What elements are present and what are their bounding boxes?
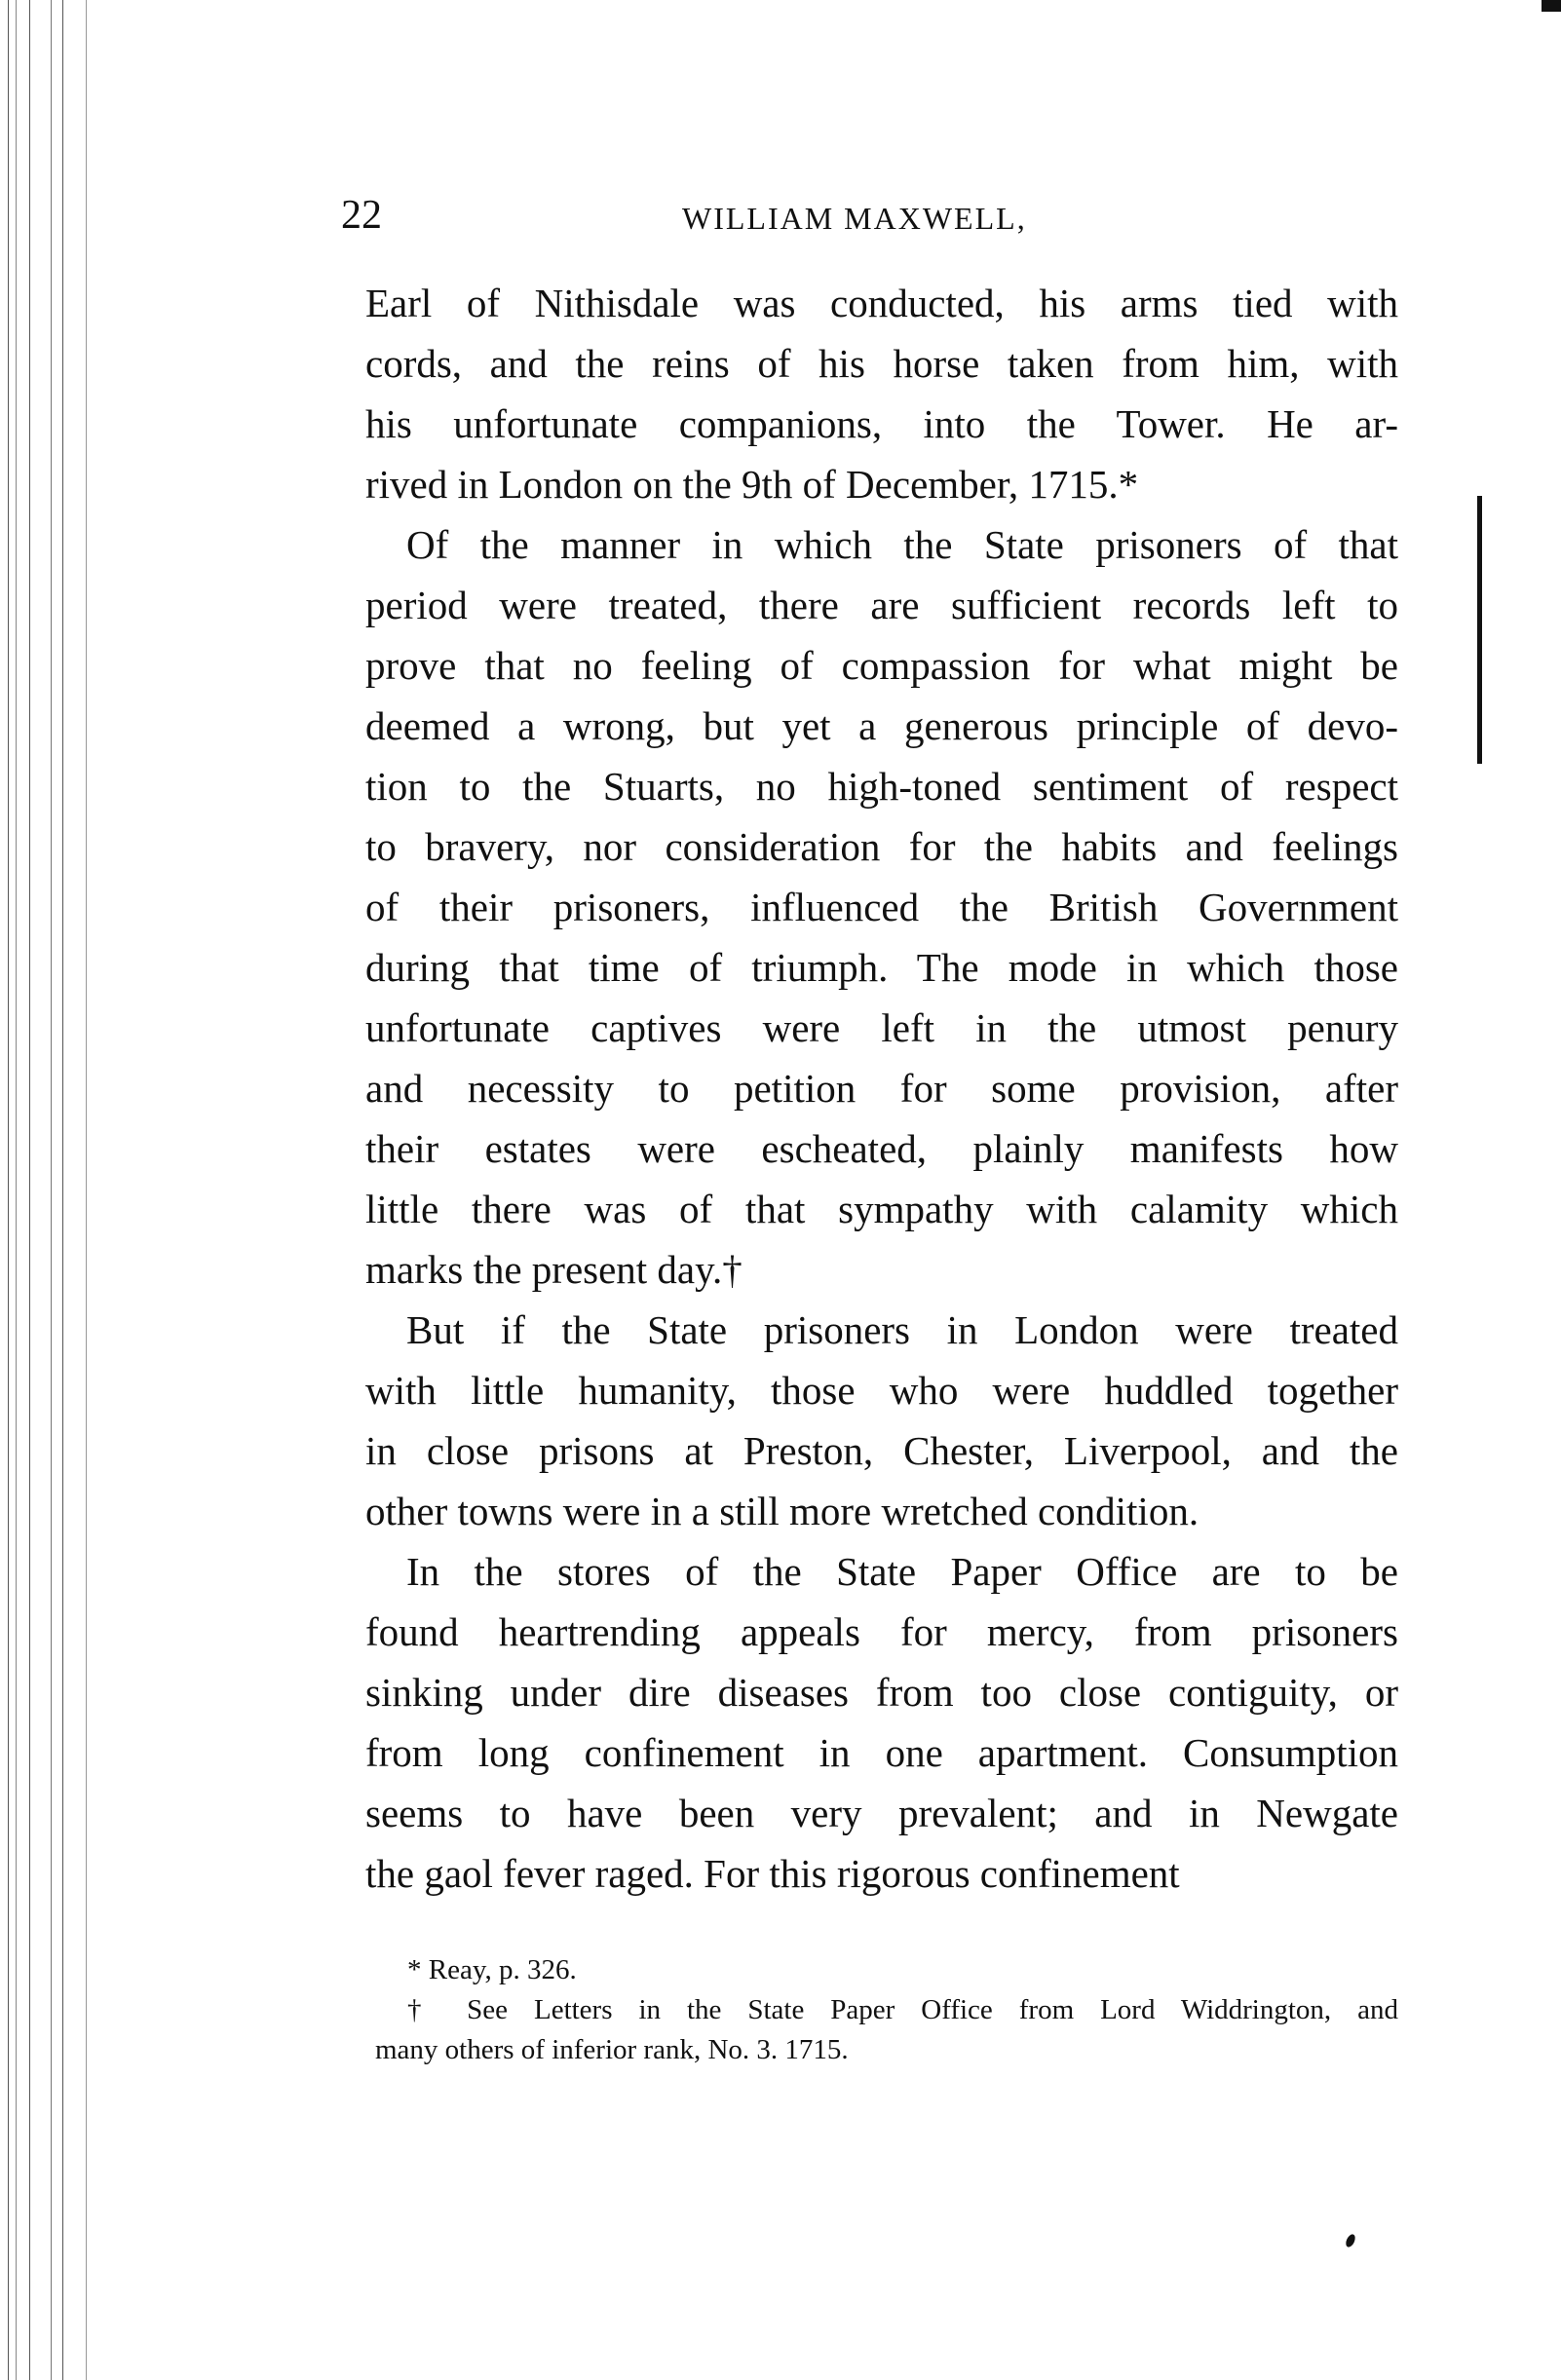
text-line: sinking under dire diseases from too close contiguity, or (365, 1670, 1398, 1715)
text-line: marks the present day.† (365, 1247, 742, 1292)
footnote-line: † See Letters in the State Paper Office from Lord Widdrington, and (407, 1994, 1398, 2025)
text-line: seems to have been very prevalent; and in Newgate (365, 1791, 1398, 1835)
footnote-line: many others of inferior rank, No. 3. 1715. (375, 2034, 849, 2065)
text-line: their estates were escheated, plainly manifests how (365, 1126, 1398, 1171)
text-line: from long confinement in one apartment. Consumption (365, 1730, 1398, 1775)
text-line: other towns were in a still more wretched condition. (365, 1489, 1199, 1533)
binding-line (86, 0, 87, 2380)
text-line: cords, and the reins of his horse taken from him, with (365, 341, 1398, 386)
binding-line (8, 0, 9, 2380)
paragraph (365, 1541, 1398, 1904)
running-head: WILLIAM MAXWELL, (682, 201, 1027, 236)
binding-line (16, 0, 17, 2380)
binding-line (29, 0, 30, 2380)
text-line: But if the State prisoners in London were treated (406, 1307, 1398, 1352)
text-line: unfortunate captives were left in the utmost penury (365, 1005, 1398, 1050)
text-line: found heartrending appeals for mercy, from prisoners (365, 1609, 1398, 1654)
ink-spot (1344, 2233, 1356, 2248)
body-text (365, 273, 1398, 1904)
text-line: during that time of triumph. The mode in which those (365, 945, 1398, 990)
scan-corner-mark (1542, 0, 1561, 12)
text-line: in close prisons at Preston, Chester, Liverpool, and the (365, 1428, 1398, 1473)
text-line: prove that no feeling of compassion for what might be (365, 643, 1398, 688)
paragraph (365, 514, 1398, 1300)
text-line: the gaol fever raged. For this rigorous confinement (365, 1851, 1180, 1896)
text-line: little there was of that sympathy with calamity which (365, 1187, 1398, 1231)
text-line: Earl of Nithisdale was conducted, his arms tied with (365, 281, 1398, 325)
binding-line (51, 0, 52, 2380)
text-line: period were treated, there are sufficient records left to (365, 583, 1398, 627)
text-line: tion to the Stuarts, no high-toned sentiment of respect (365, 764, 1398, 809)
binding-line (62, 0, 63, 2380)
footnote (375, 1990, 1398, 2070)
text-line: to bravery, nor consideration for the habits and feelings (365, 824, 1398, 869)
footnotes (375, 1950, 1398, 2070)
text-line: with little humanity, those who were huddled together (365, 1368, 1398, 1413)
text-line: deemed a wrong, but yet a generous principle of devo- (365, 703, 1398, 748)
footnote-line: * Reay, p. 326. (407, 1954, 577, 1985)
margin-bar (1477, 496, 1482, 764)
page-number: 22 (341, 193, 382, 238)
footnote (375, 1950, 1398, 1990)
text-line: Of the manner in which the State prisoners of that (406, 522, 1398, 567)
paragraph (365, 273, 1398, 514)
text-line: rived in London on the 9th of December, 1715.* (365, 462, 1139, 507)
text-line: In the stores of the State Paper Office are to be (406, 1549, 1398, 1594)
text-line: of their prisoners, influenced the British Government (365, 885, 1398, 929)
paragraph (365, 1300, 1398, 1541)
text-line: and necessity to petition for some provision, after (365, 1066, 1398, 1111)
text-line: his unfortunate companions, into the Tower. He ar- (365, 401, 1398, 446)
